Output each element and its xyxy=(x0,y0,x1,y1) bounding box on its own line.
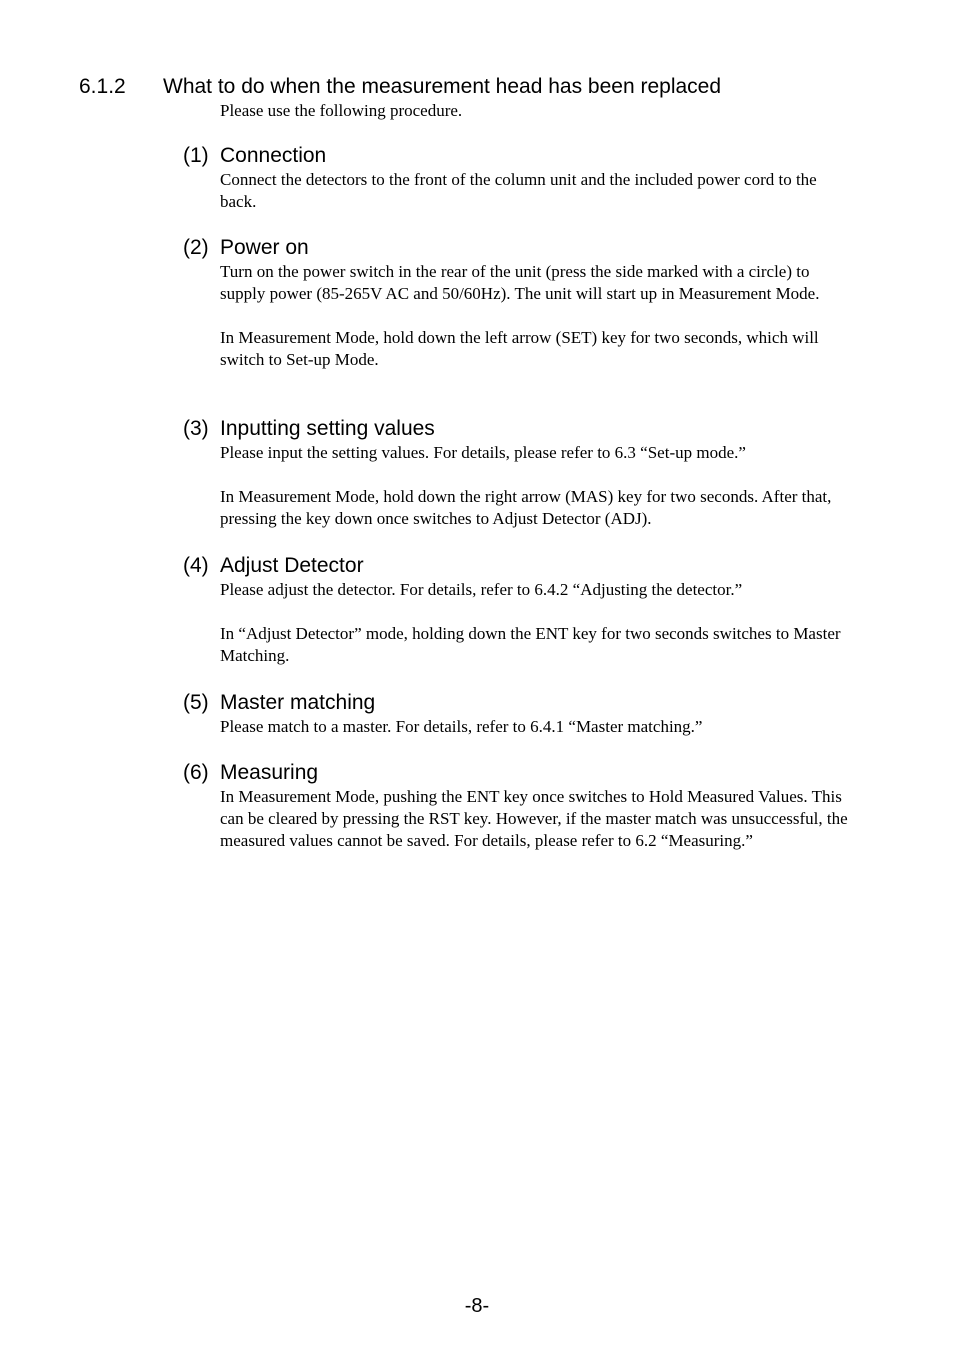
step-paragraph: Please input the setting values. For details, please refer to 6.3 “Set-up mode.” xyxy=(220,443,746,462)
step-body xyxy=(220,716,855,738)
section-heading xyxy=(79,73,919,100)
step-paragraph: In Measurement Mode, pushing the ENT key once switches to Hold Measured Values. This can be cleared by pressing the RST key. However, if the master match was unsuccessful, the measured values cannot be saved. For details, please refer to 6.2 “Measuring.” xyxy=(220,787,848,850)
step-body xyxy=(220,786,855,852)
step-connection xyxy=(183,143,855,213)
step-body xyxy=(220,442,855,530)
step-number: (5) xyxy=(183,691,209,714)
step-paragraph: In “Adjust Detector” mode, holding down the ENT key for two seconds switches to Master Matching. xyxy=(220,624,841,665)
step-paragraph: In Measurement Mode, hold down the left arrow (SET) key for two seconds, which will switch to Set-up Mode. xyxy=(220,328,819,369)
step-paragraph: Please match to a master. For details, refer to 6.4.1 “Master matching.” xyxy=(220,717,703,736)
step-number: (4) xyxy=(183,554,209,577)
step-body xyxy=(220,579,855,667)
step-heading xyxy=(183,143,855,169)
step-heading xyxy=(183,235,855,261)
step-title: Power on xyxy=(220,236,309,259)
step-heading xyxy=(183,760,855,786)
step-inputting-setting-values xyxy=(183,416,855,530)
step-title: Connection xyxy=(220,144,327,167)
section-title: What to do when the measurement head has been replaced xyxy=(163,75,722,98)
step-adjust-detector xyxy=(183,553,855,667)
step-title: Inputting setting values xyxy=(220,417,435,440)
step-paragraph: Please adjust the detector. For details, refer to 6.4.2 “Adjusting the detector.” xyxy=(220,580,743,599)
step-heading xyxy=(183,690,855,716)
step-paragraph: Connect the detectors to the front of the column unit and the included power cord to the back. xyxy=(220,170,817,211)
step-number: (1) xyxy=(183,144,209,167)
step-title: Adjust Detector xyxy=(220,554,364,577)
section-intro: Please use the following procedure. xyxy=(220,101,463,120)
step-heading xyxy=(183,553,855,579)
step-master-matching xyxy=(183,690,855,738)
step-body xyxy=(220,169,855,213)
step-title: Master matching xyxy=(220,691,376,714)
step-number: (2) xyxy=(183,236,209,259)
step-number: (6) xyxy=(183,761,209,784)
step-number: (3) xyxy=(183,417,209,440)
step-measuring xyxy=(183,760,855,852)
step-heading xyxy=(183,416,855,442)
step-paragraph: Turn on the power switch in the rear of the unit (press the side marked with a circle) to supply power (85-265V AC and 50/60Hz). The unit will start up in Measurement Mode. xyxy=(220,262,820,303)
step-title: Measuring xyxy=(220,761,319,784)
step-body xyxy=(220,261,855,371)
step-power-on xyxy=(183,235,855,371)
step-paragraph: In Measurement Mode, hold down the right arrow (MAS) key for two seconds. After that, pressing the key down once switches to Adjust Detector (ADJ). xyxy=(220,487,832,528)
section-number: 6.1.2 xyxy=(79,75,126,98)
page-number: -8- xyxy=(464,1295,490,1317)
